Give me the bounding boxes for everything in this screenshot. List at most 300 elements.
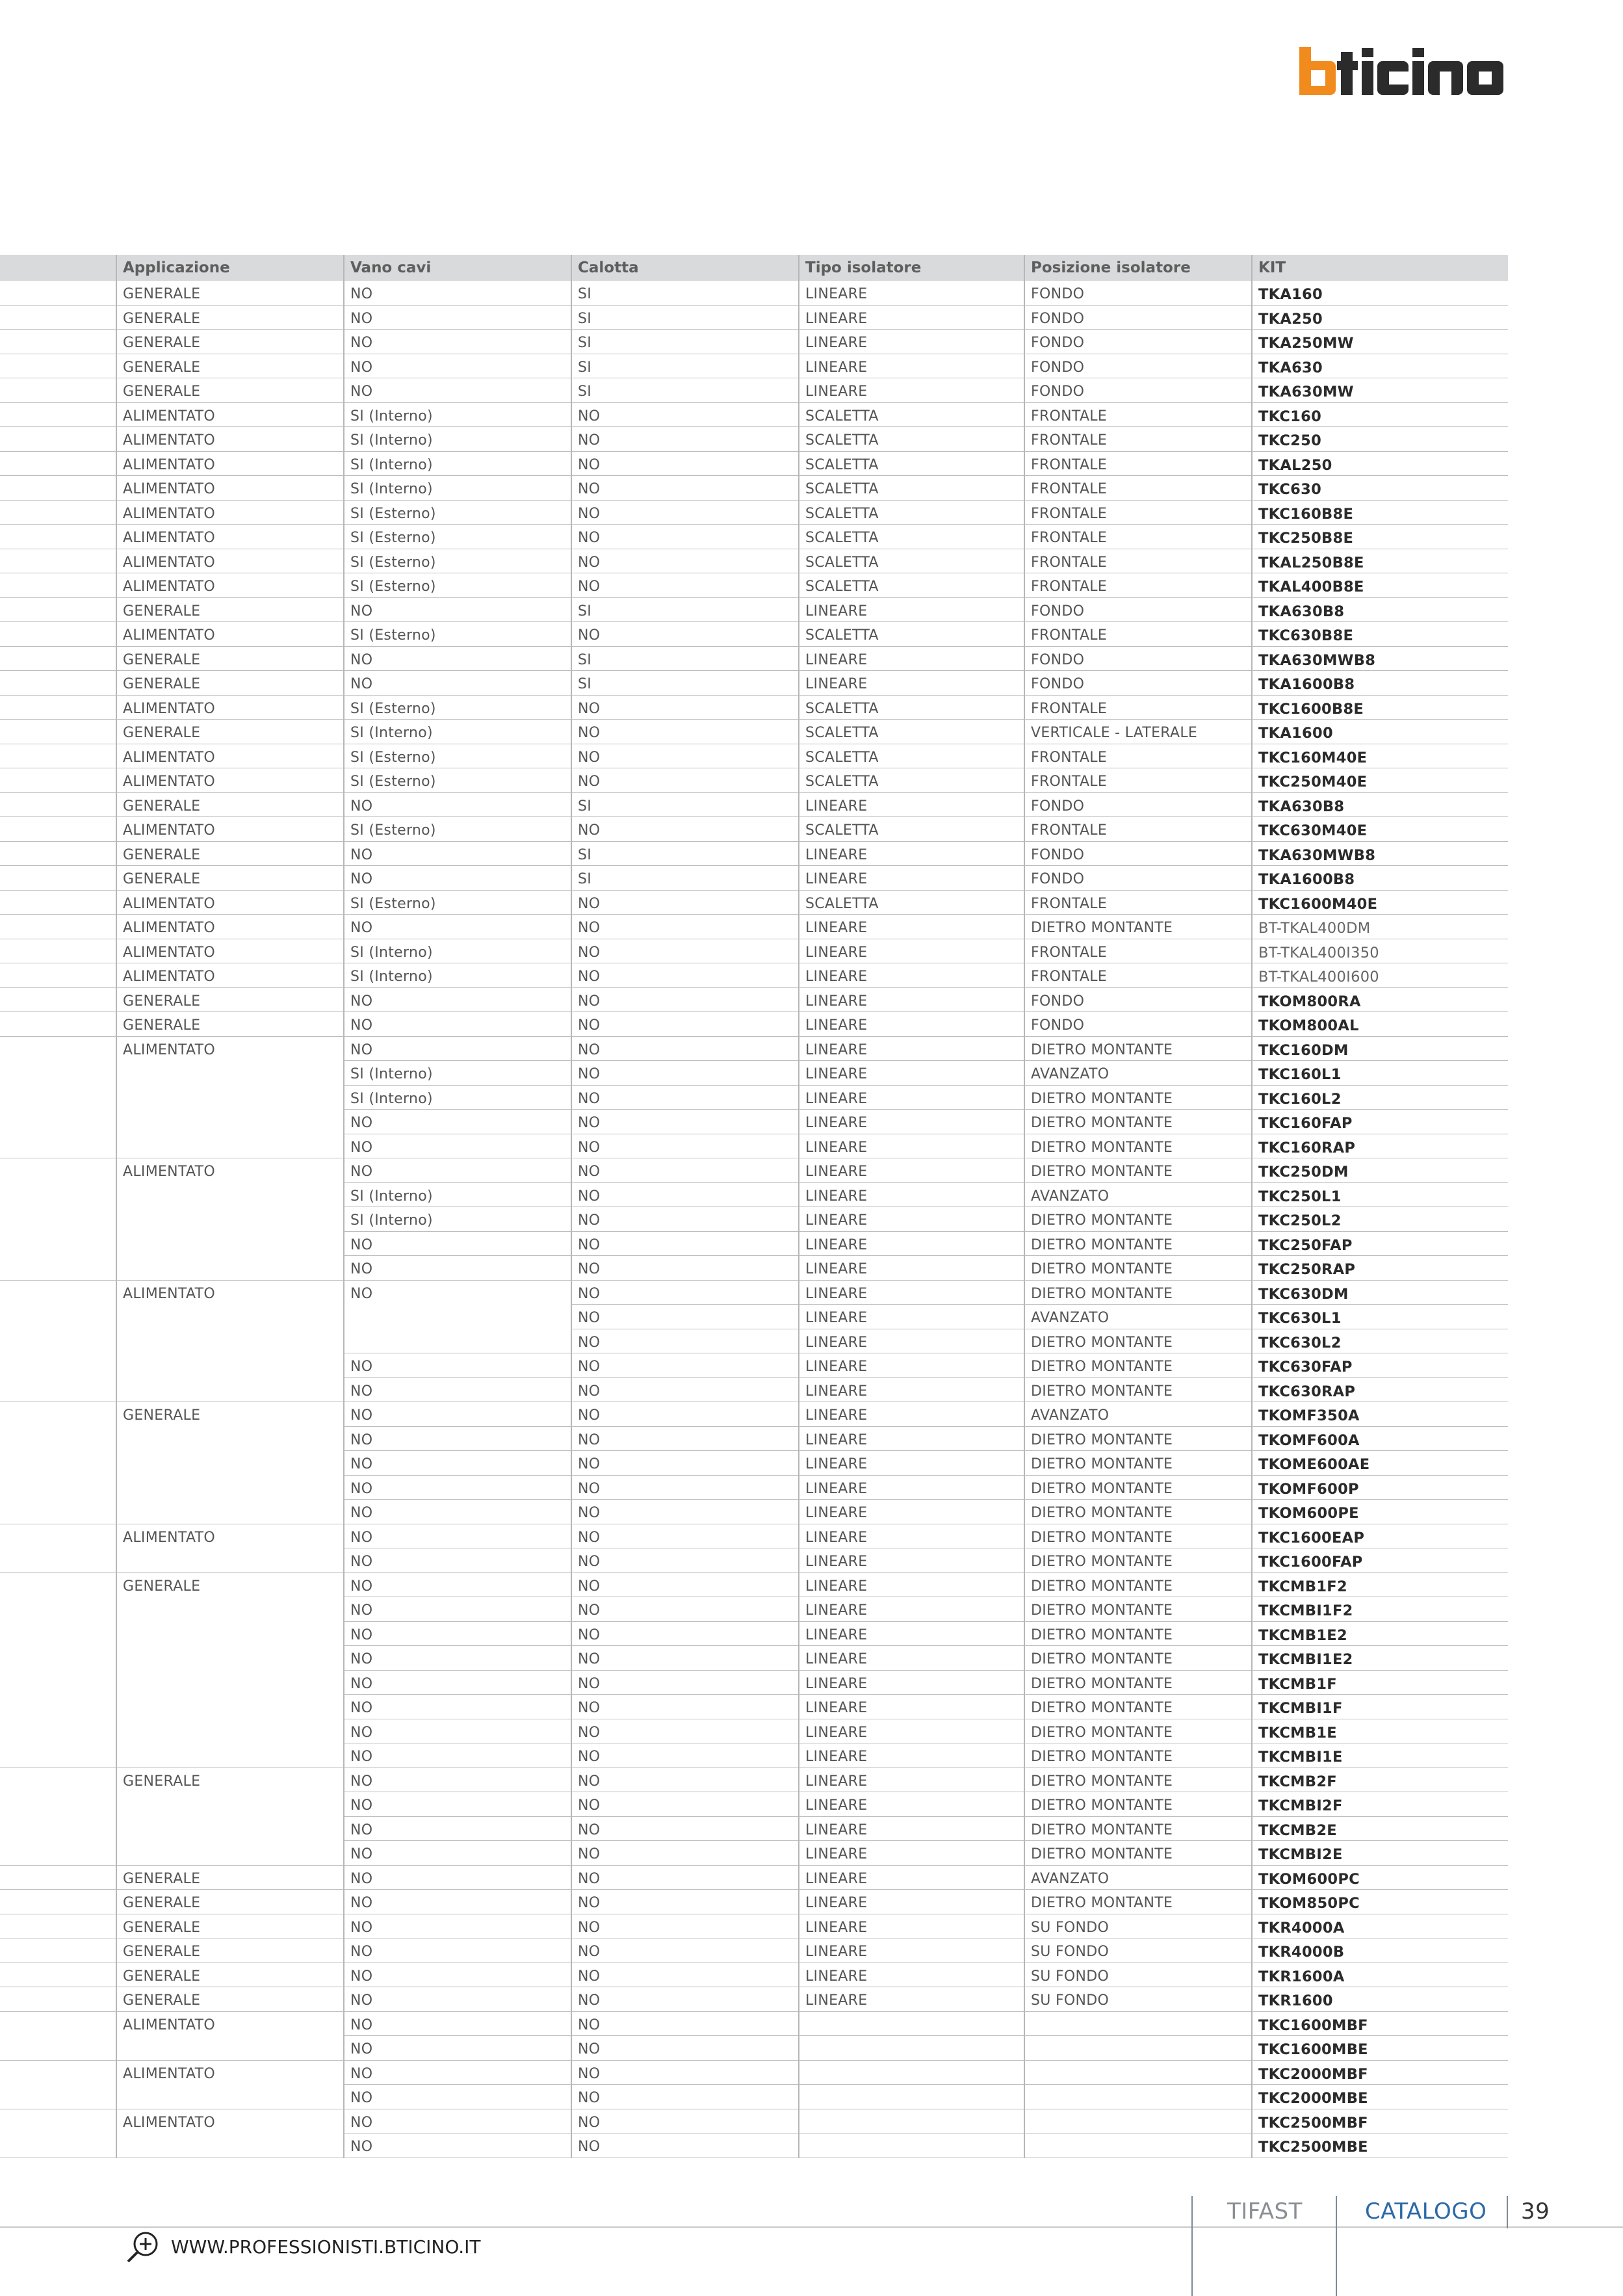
cell-text: ALIMENTATO: [123, 749, 215, 766]
cell-text: TKCMB1E: [1258, 1724, 1337, 1742]
cell-text: NO: [578, 1651, 601, 1667]
tipo-isolatore-cell: [798, 1597, 1024, 1622]
cell-text: FRONTALE: [1031, 505, 1108, 522]
applicazione-cell: [116, 1207, 343, 1232]
kit-cell: [1251, 1768, 1508, 1793]
vano-cavi-cell: [343, 306, 571, 330]
applicazione-cell: [116, 866, 343, 891]
cell-text: NO: [578, 1359, 601, 1375]
cell-text: SI (Esterno): [350, 530, 436, 546]
table-row: [0, 549, 1508, 574]
row-lead-cell: [0, 1402, 116, 1427]
header-text: KIT: [1258, 259, 1286, 276]
table-row: [0, 744, 1508, 769]
applicazione-cell: [116, 476, 343, 501]
cell-text: LINEARE: [805, 1164, 868, 1180]
kit-cell: [1251, 793, 1508, 818]
posizione-isolatore-cell: [1024, 1817, 1251, 1842]
posizione-isolatore-cell: [1024, 963, 1251, 988]
cell-text: NO: [578, 456, 601, 473]
vano-cavi-cell: [343, 427, 571, 452]
cell-text: TKA160: [1258, 286, 1323, 303]
table-row: [0, 1451, 1508, 1476]
applicazione-cell: [116, 720, 343, 744]
calotta-cell: [571, 427, 798, 452]
applicazione-cell: [116, 842, 343, 867]
vano-cavi-cell: [343, 1866, 571, 1890]
kit-table: [0, 255, 1508, 2158]
cell-text: SI (Esterno): [350, 554, 436, 571]
cell-text: NO: [350, 1529, 373, 1546]
cell-text: DIETRO MONTANTE: [1031, 1529, 1173, 1546]
tipo-isolatore-cell: [798, 427, 1024, 452]
row-lead-cell: [0, 1061, 116, 1086]
cell-text: LINEARE: [805, 1041, 868, 1058]
kit-cell: [1251, 1646, 1508, 1671]
cell-text: TKA250MW: [1258, 335, 1354, 352]
cell-text: TKOMF350A: [1258, 1407, 1360, 1424]
cell-text: LINEARE: [805, 798, 868, 815]
row-lead-cell: [0, 1476, 116, 1500]
kit-cell: [1251, 988, 1508, 1013]
calotta-cell: [571, 1207, 798, 1232]
kit-cell: [1251, 647, 1508, 672]
cell-text: LINEARE: [805, 1139, 868, 1156]
cell-text: NO: [350, 1359, 373, 1375]
cell-text: ALIMENTATO: [123, 627, 215, 644]
cell-text: NO: [350, 1602, 373, 1619]
applicazione-cell: [116, 793, 343, 818]
cell-text: FONDO: [1031, 603, 1085, 620]
table-row: [0, 768, 1508, 793]
cell-text: TKC1600MBE: [1258, 2041, 1368, 2058]
kit-cell: [1251, 866, 1508, 891]
cell-text: LINEARE: [805, 920, 868, 936]
vano-cavi-cell: [343, 476, 571, 501]
cell-text: LINEARE: [805, 1919, 868, 1936]
posizione-isolatore-cell: [1024, 1622, 1251, 1647]
cell-text: TKC2500MBF: [1258, 2114, 1368, 2132]
cell-text: FRONTALE: [1031, 700, 1108, 717]
row-lead-cell: [0, 1719, 116, 1744]
applicazione-cell: [116, 891, 343, 915]
cell-text: LINEARE: [805, 1870, 868, 1887]
applicazione-cell: [116, 1573, 343, 1598]
header-calotta: [571, 255, 798, 281]
row-lead-cell: [0, 598, 116, 623]
calotta-cell: [571, 622, 798, 647]
cell-text: DIETRO MONTANTE: [1031, 1334, 1173, 1351]
cell-text: SI (Esterno): [350, 505, 436, 522]
vano-cavi-cell: [343, 354, 571, 379]
cell-text: NO: [578, 505, 601, 522]
vano-cavi-cell: [343, 1086, 571, 1110]
table-row: [0, 306, 1508, 330]
bticino-logo: [1299, 47, 1511, 95]
cell-text: ALIMENTATO: [123, 505, 215, 522]
cell-text: LINEARE: [805, 1675, 868, 1692]
cell-text: DIETRO MONTANTE: [1031, 1773, 1173, 1790]
website-link[interactable]: WWW.PROFESSIONISTI.BTICINO.IT: [171, 2236, 481, 2258]
vano-cavi-cell: [343, 1256, 571, 1281]
applicazione-cell: [116, 939, 343, 964]
kit-cell: [1251, 1792, 1508, 1817]
kit-cell: [1251, 1914, 1508, 1939]
cell-text: NO: [578, 725, 601, 741]
posizione-isolatore-cell: [1024, 1987, 1251, 2012]
kit-cell: [1251, 1987, 1508, 2012]
posizione-isolatore-cell: [1024, 1768, 1251, 1793]
calotta-cell: [571, 525, 798, 549]
cell-text: LINEARE: [805, 1797, 868, 1814]
vano-cavi-cell: [343, 2109, 571, 2134]
cell-text: DIETRO MONTANTE: [1031, 1554, 1173, 1570]
tipo-isolatore-cell: [798, 549, 1024, 574]
cell-text: LINEARE: [805, 969, 868, 985]
tipo-isolatore-cell: [798, 1548, 1024, 1573]
vano-cavi-cell: [343, 378, 571, 403]
cell-text: FRONTALE: [1031, 408, 1108, 424]
row-lead-cell: [0, 939, 116, 964]
vano-cavi-cell: [343, 1622, 571, 1647]
calotta-cell: [571, 1817, 798, 1842]
header-lead-cell: [0, 255, 116, 281]
cell-text: LINEARE: [805, 1724, 868, 1741]
applicazione-cell: [116, 330, 343, 354]
cell-text: NO: [578, 1407, 601, 1424]
cell-text: NO: [350, 1846, 373, 1862]
table-row: [0, 671, 1508, 696]
cell-text: LINEARE: [805, 1651, 868, 1667]
cell-text: TKA1600: [1258, 725, 1333, 742]
cell-text: SCALETTA: [805, 554, 879, 571]
cell-text: ALIMENTATO: [123, 481, 215, 497]
cell-text: DIETRO MONTANTE: [1031, 1846, 1173, 1862]
row-lead-cell: [0, 866, 116, 891]
posizione-isolatore-cell: [1024, 866, 1251, 891]
calotta-cell: [571, 1671, 798, 1695]
tipo-isolatore-cell: [798, 1427, 1024, 1452]
applicazione-cell: [116, 1817, 343, 1842]
cell-text: SCALETTA: [805, 432, 879, 449]
cell-text: TKCMB1F2: [1258, 1578, 1347, 1595]
table-row: [0, 403, 1508, 428]
cell-text: FRONTALE: [1031, 432, 1108, 449]
cell-text: NO: [350, 2065, 373, 2082]
kit-cell: [1251, 1841, 1508, 1866]
cell-text: LINEARE: [805, 1700, 868, 1716]
cell-text: SI (Interno): [350, 1090, 433, 1107]
tipo-isolatore-cell: [798, 1866, 1024, 1890]
cell-text: NO: [578, 944, 601, 961]
kit-cell: [1251, 1695, 1508, 1719]
cell-text: TKA630B8: [1258, 798, 1345, 815]
cell-text: ALIMENTATO: [123, 456, 215, 473]
tipo-isolatore-cell: [798, 768, 1024, 793]
cell-text: TKOM600PC: [1258, 1870, 1360, 1888]
vano-cavi-cell: [343, 1817, 571, 1842]
tipo-isolatore-cell: [798, 1841, 1024, 1866]
vano-cavi-cell: [343, 403, 571, 428]
cell-text: TKOMF600A: [1258, 1431, 1360, 1449]
table-row: [0, 1671, 1508, 1695]
cell-text: NO: [578, 774, 601, 790]
cell-text: NO: [578, 920, 601, 936]
cell-text: NO: [578, 554, 601, 571]
applicazione-cell: [116, 452, 343, 476]
posizione-isolatore-cell: [1024, 1256, 1251, 1281]
tipo-isolatore-cell: [798, 939, 1024, 964]
tipo-isolatore-cell: [798, 891, 1024, 915]
vano-cavi-cell: [343, 2133, 571, 2158]
cell-text: GENERALE: [123, 359, 201, 376]
kit-cell: [1251, 1134, 1508, 1159]
cell-text: LINEARE: [805, 310, 868, 327]
posizione-isolatore-cell: [1024, 306, 1251, 330]
cell-text: NO: [578, 2065, 601, 2082]
tipo-isolatore-cell: [798, 696, 1024, 720]
kit-cell: [1251, 1305, 1508, 1329]
cell-text: ALIMENTATO: [123, 822, 215, 839]
header-text: Calotta: [578, 259, 639, 276]
cell-text: SI (Interno): [350, 944, 433, 961]
applicazione-cell: [116, 1622, 343, 1647]
footer-separator: [1507, 2196, 1508, 2228]
vano-cavi-cell: [343, 501, 571, 525]
tipo-isolatore-cell: [798, 793, 1024, 818]
row-lead-cell: [0, 647, 116, 672]
kit-cell: [1251, 1037, 1508, 1062]
cell-text: NO: [578, 993, 601, 1010]
cell-text: LINEARE: [805, 1188, 868, 1205]
row-lead-cell: [0, 1183, 116, 1208]
kit-cell: [1251, 306, 1508, 330]
posizione-isolatore-cell: [1024, 378, 1251, 403]
cell-text: NO: [350, 1919, 373, 1936]
row-lead-cell: [0, 696, 116, 720]
table-row: [0, 1768, 1508, 1793]
kit-cell: [1251, 963, 1508, 988]
cell-text: NO: [578, 1456, 601, 1472]
vano-cavi-cell: [343, 1841, 571, 1866]
applicazione-cell: [116, 696, 343, 720]
cell-text: DIETRO MONTANTE: [1031, 1578, 1173, 1595]
applicazione-cell: [116, 1866, 343, 1890]
vano-cavi-cell: [343, 939, 571, 964]
table-row: [0, 963, 1508, 988]
row-lead-cell: [0, 720, 116, 744]
header-kit: [1251, 255, 1508, 281]
cell-text: LINEARE: [805, 1310, 868, 1326]
header-vano-cavi: [343, 255, 571, 281]
posizione-isolatore-cell: [1024, 281, 1251, 306]
vano-cavi-cell: [343, 1987, 571, 2012]
posizione-isolatore-cell: [1024, 891, 1251, 915]
vano-cavi-cell: [343, 1768, 571, 1793]
vano-cavi-cell: [343, 866, 571, 891]
cell-text: FONDO: [1031, 651, 1085, 668]
posizione-isolatore-cell: [1024, 1866, 1251, 1890]
table-row: [0, 1378, 1508, 1403]
applicazione-cell: [116, 1987, 343, 2012]
cell-text: ALIMENTATO: [123, 944, 215, 961]
cell-text: NO: [578, 1821, 601, 1838]
cell-text: TKC250L1: [1258, 1188, 1342, 1205]
posizione-isolatore-cell: [1024, 1476, 1251, 1500]
cell-text: TKCMB2E: [1258, 1821, 1337, 1839]
calotta-cell: [571, 1622, 798, 1647]
cell-text: NO: [578, 1944, 601, 1960]
cell-text: NO: [578, 627, 601, 644]
row-lead-cell: [0, 1597, 116, 1622]
cell-text: LINEARE: [805, 1846, 868, 1862]
table-row: [0, 696, 1508, 720]
cell-text: NO: [578, 1261, 601, 1277]
kit-cell: [1251, 1743, 1508, 1768]
posizione-isolatore-cell: [1024, 1963, 1251, 1988]
cell-text: NO: [578, 530, 601, 546]
vano-cavi-cell: [343, 1402, 571, 1427]
cell-text: ALIMENTATO: [123, 969, 215, 985]
cell-text: AVANZATO: [1031, 1870, 1110, 1887]
cell-text: NO: [578, 1188, 601, 1205]
cell-text: TKCMBI1F: [1258, 1700, 1343, 1717]
posizione-isolatore-cell: [1024, 1573, 1251, 1598]
kit-cell: [1251, 891, 1508, 915]
cell-text: SI (Esterno): [350, 627, 436, 644]
applicazione-cell: [116, 1353, 343, 1378]
calotta-cell: [571, 1866, 798, 1890]
cell-text: NO: [350, 1797, 373, 1814]
cell-text: FRONTALE: [1031, 456, 1108, 473]
table-row: [0, 452, 1508, 476]
cell-text: GENERALE: [123, 651, 201, 668]
cell-text: NO: [350, 1992, 373, 2009]
row-lead-cell: [0, 842, 116, 867]
row-lead-cell: [0, 1938, 116, 1963]
cell-text: LINEARE: [805, 1749, 868, 1765]
applicazione-cell: [116, 1500, 343, 1524]
applicazione-cell: [116, 1646, 343, 1671]
calotta-cell: [571, 939, 798, 964]
kit-cell: [1251, 1402, 1508, 1427]
kit-cell: [1251, 501, 1508, 525]
cell-text: NO: [350, 1968, 373, 1985]
cell-text: NO: [578, 1700, 601, 1716]
cell-text: SI (Interno): [350, 725, 433, 741]
vano-cavi-cell: [343, 1353, 571, 1378]
cell-text: LINEARE: [805, 1383, 868, 1400]
header-text: Vano cavi: [350, 259, 432, 276]
row-lead-cell: [0, 1110, 116, 1134]
kit-cell: [1251, 1671, 1508, 1695]
posizione-isolatore-cell: [1024, 549, 1251, 574]
cell-text: NO: [578, 1724, 601, 1741]
cell-text: TKC250FAP: [1258, 1236, 1353, 1254]
tipo-isolatore-cell: [798, 1451, 1024, 1476]
calotta-cell: [571, 696, 798, 720]
row-lead-cell: [0, 1622, 116, 1647]
cell-text: NO: [578, 1846, 601, 1862]
kit-cell: [1251, 1524, 1508, 1549]
calotta-cell: [571, 2109, 798, 2134]
table-row: [0, 378, 1508, 403]
header-text: Posizione isolatore: [1031, 259, 1191, 276]
cell-text: TKCMBI1E: [1258, 1749, 1343, 1766]
kit-cell: [1251, 403, 1508, 428]
cell-text: SI (Esterno): [350, 749, 436, 766]
cell-text: DIETRO MONTANTE: [1031, 1212, 1173, 1229]
applicazione-cell: [116, 1963, 343, 1988]
cell-text: LINEARE: [805, 1090, 868, 1107]
cell-text: FONDO: [1031, 359, 1085, 376]
cell-text: TKC630M40E: [1258, 822, 1368, 839]
posizione-isolatore-cell: [1024, 1134, 1251, 1159]
calotta-cell: [571, 354, 798, 379]
cell-text: NO: [350, 1261, 373, 1277]
kit-cell: [1251, 427, 1508, 452]
calotta-cell: [571, 963, 798, 988]
cell-text: NO: [578, 822, 601, 839]
calotta-cell: [571, 793, 798, 818]
cell-text: LINEARE: [805, 1456, 868, 1472]
tipo-isolatore-cell: [798, 1500, 1024, 1524]
cell-text: TKR4000A: [1258, 1919, 1345, 1937]
posizione-isolatore-cell: [1024, 1695, 1251, 1719]
posizione-isolatore-cell: [1024, 842, 1251, 867]
cell-text: TKC250RAP: [1258, 1261, 1356, 1278]
cell-text: SI (Interno): [350, 1188, 433, 1205]
cell-text: TKC160B8E: [1258, 505, 1354, 523]
applicazione-cell: [116, 1402, 343, 1427]
cell-text: DIETRO MONTANTE: [1031, 1505, 1173, 1521]
cell-text: TKC1600FAP: [1258, 1554, 1363, 1571]
cell-text: LINEARE: [805, 1529, 868, 1546]
tipo-isolatore-cell: [798, 501, 1024, 525]
tipo-isolatore-cell: [798, 1378, 1024, 1403]
row-lead-cell: [0, 2133, 116, 2158]
posizione-isolatore-cell: [1024, 1792, 1251, 1817]
row-lead-cell: [0, 330, 116, 354]
vano-cavi-cell: [343, 1914, 571, 1939]
cell-text: AVANZATO: [1031, 1310, 1110, 1326]
applicazione-cell: [116, 1890, 343, 1914]
applicazione-cell: [116, 1086, 343, 1110]
cell-text: NO: [350, 1383, 373, 1400]
cell-text: GENERALE: [123, 1944, 201, 1960]
table-row: [0, 1305, 1508, 1329]
header-applicazione: [116, 255, 343, 281]
cell-text: TKOM600PE: [1258, 1505, 1359, 1522]
cell-text: SCALETTA: [805, 627, 879, 644]
vano-cavi-cell: [343, 598, 571, 623]
applicazione-cell: [116, 1158, 343, 1183]
posizione-isolatore-cell: [1024, 744, 1251, 769]
table-row: [0, 1329, 1508, 1354]
cell-text: TKOMF600P: [1258, 1480, 1359, 1498]
vano-cavi-cell: [343, 1792, 571, 1817]
vano-cavi-cell: [343, 793, 571, 818]
posizione-isolatore-cell: [1024, 1500, 1251, 1524]
cell-text: BT-TKAL400DM: [1258, 920, 1371, 937]
tipo-isolatore-cell: [798, 1963, 1024, 1988]
cell-text: SI (Interno): [350, 969, 433, 985]
kit-cell: [1251, 2109, 1508, 2134]
cell-text: TKOM850PC: [1258, 1895, 1360, 1912]
cell-text: TKOME600AE: [1258, 1456, 1370, 1473]
calotta-cell: [571, 1281, 798, 1305]
row-lead-cell: [0, 793, 116, 818]
